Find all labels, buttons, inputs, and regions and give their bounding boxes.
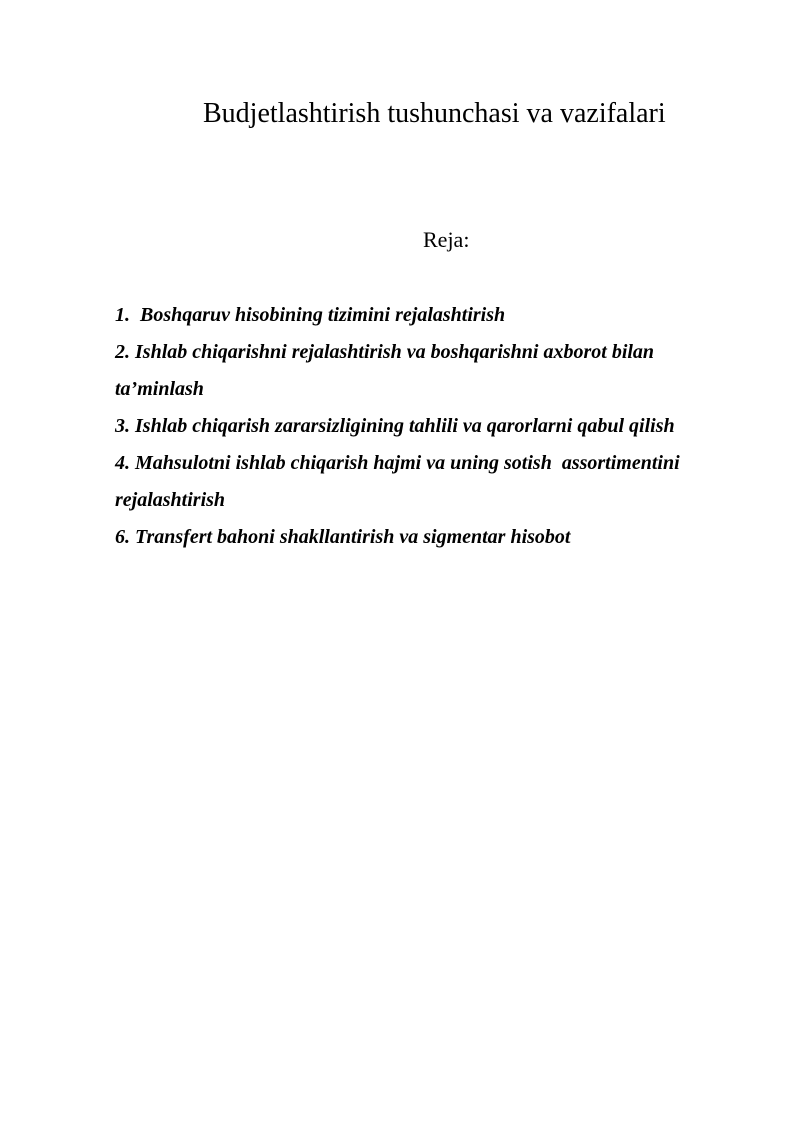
plan-item-2: 2. Ishlab chiqarishni rejalashtirish va boshqarishni axborot bilan ta’minlash: [115, 341, 660, 400]
plan-heading: Reja:: [423, 227, 470, 252]
document-title: Budjetlashtirish tushunchasi va vazifalari: [203, 97, 666, 129]
plan-item-6: 6. Transfert bahoni shakllantirish va sigmentar hisobot: [115, 526, 571, 548]
plan-item-1: 1. Boshqaruv hisobining tizimini rejalashtirish: [115, 304, 506, 326]
plan-item-3: 3. Ishlab chiqarish zararsizligining tahlili va qarorlarni qabul qilish: [115, 415, 675, 437]
plan-item-4: 4. Mahsulotni ishlab chiqarish hajmi va uning sotish assortimentini rejalashtirish: [115, 452, 685, 511]
plan-list: [115, 297, 735, 556]
